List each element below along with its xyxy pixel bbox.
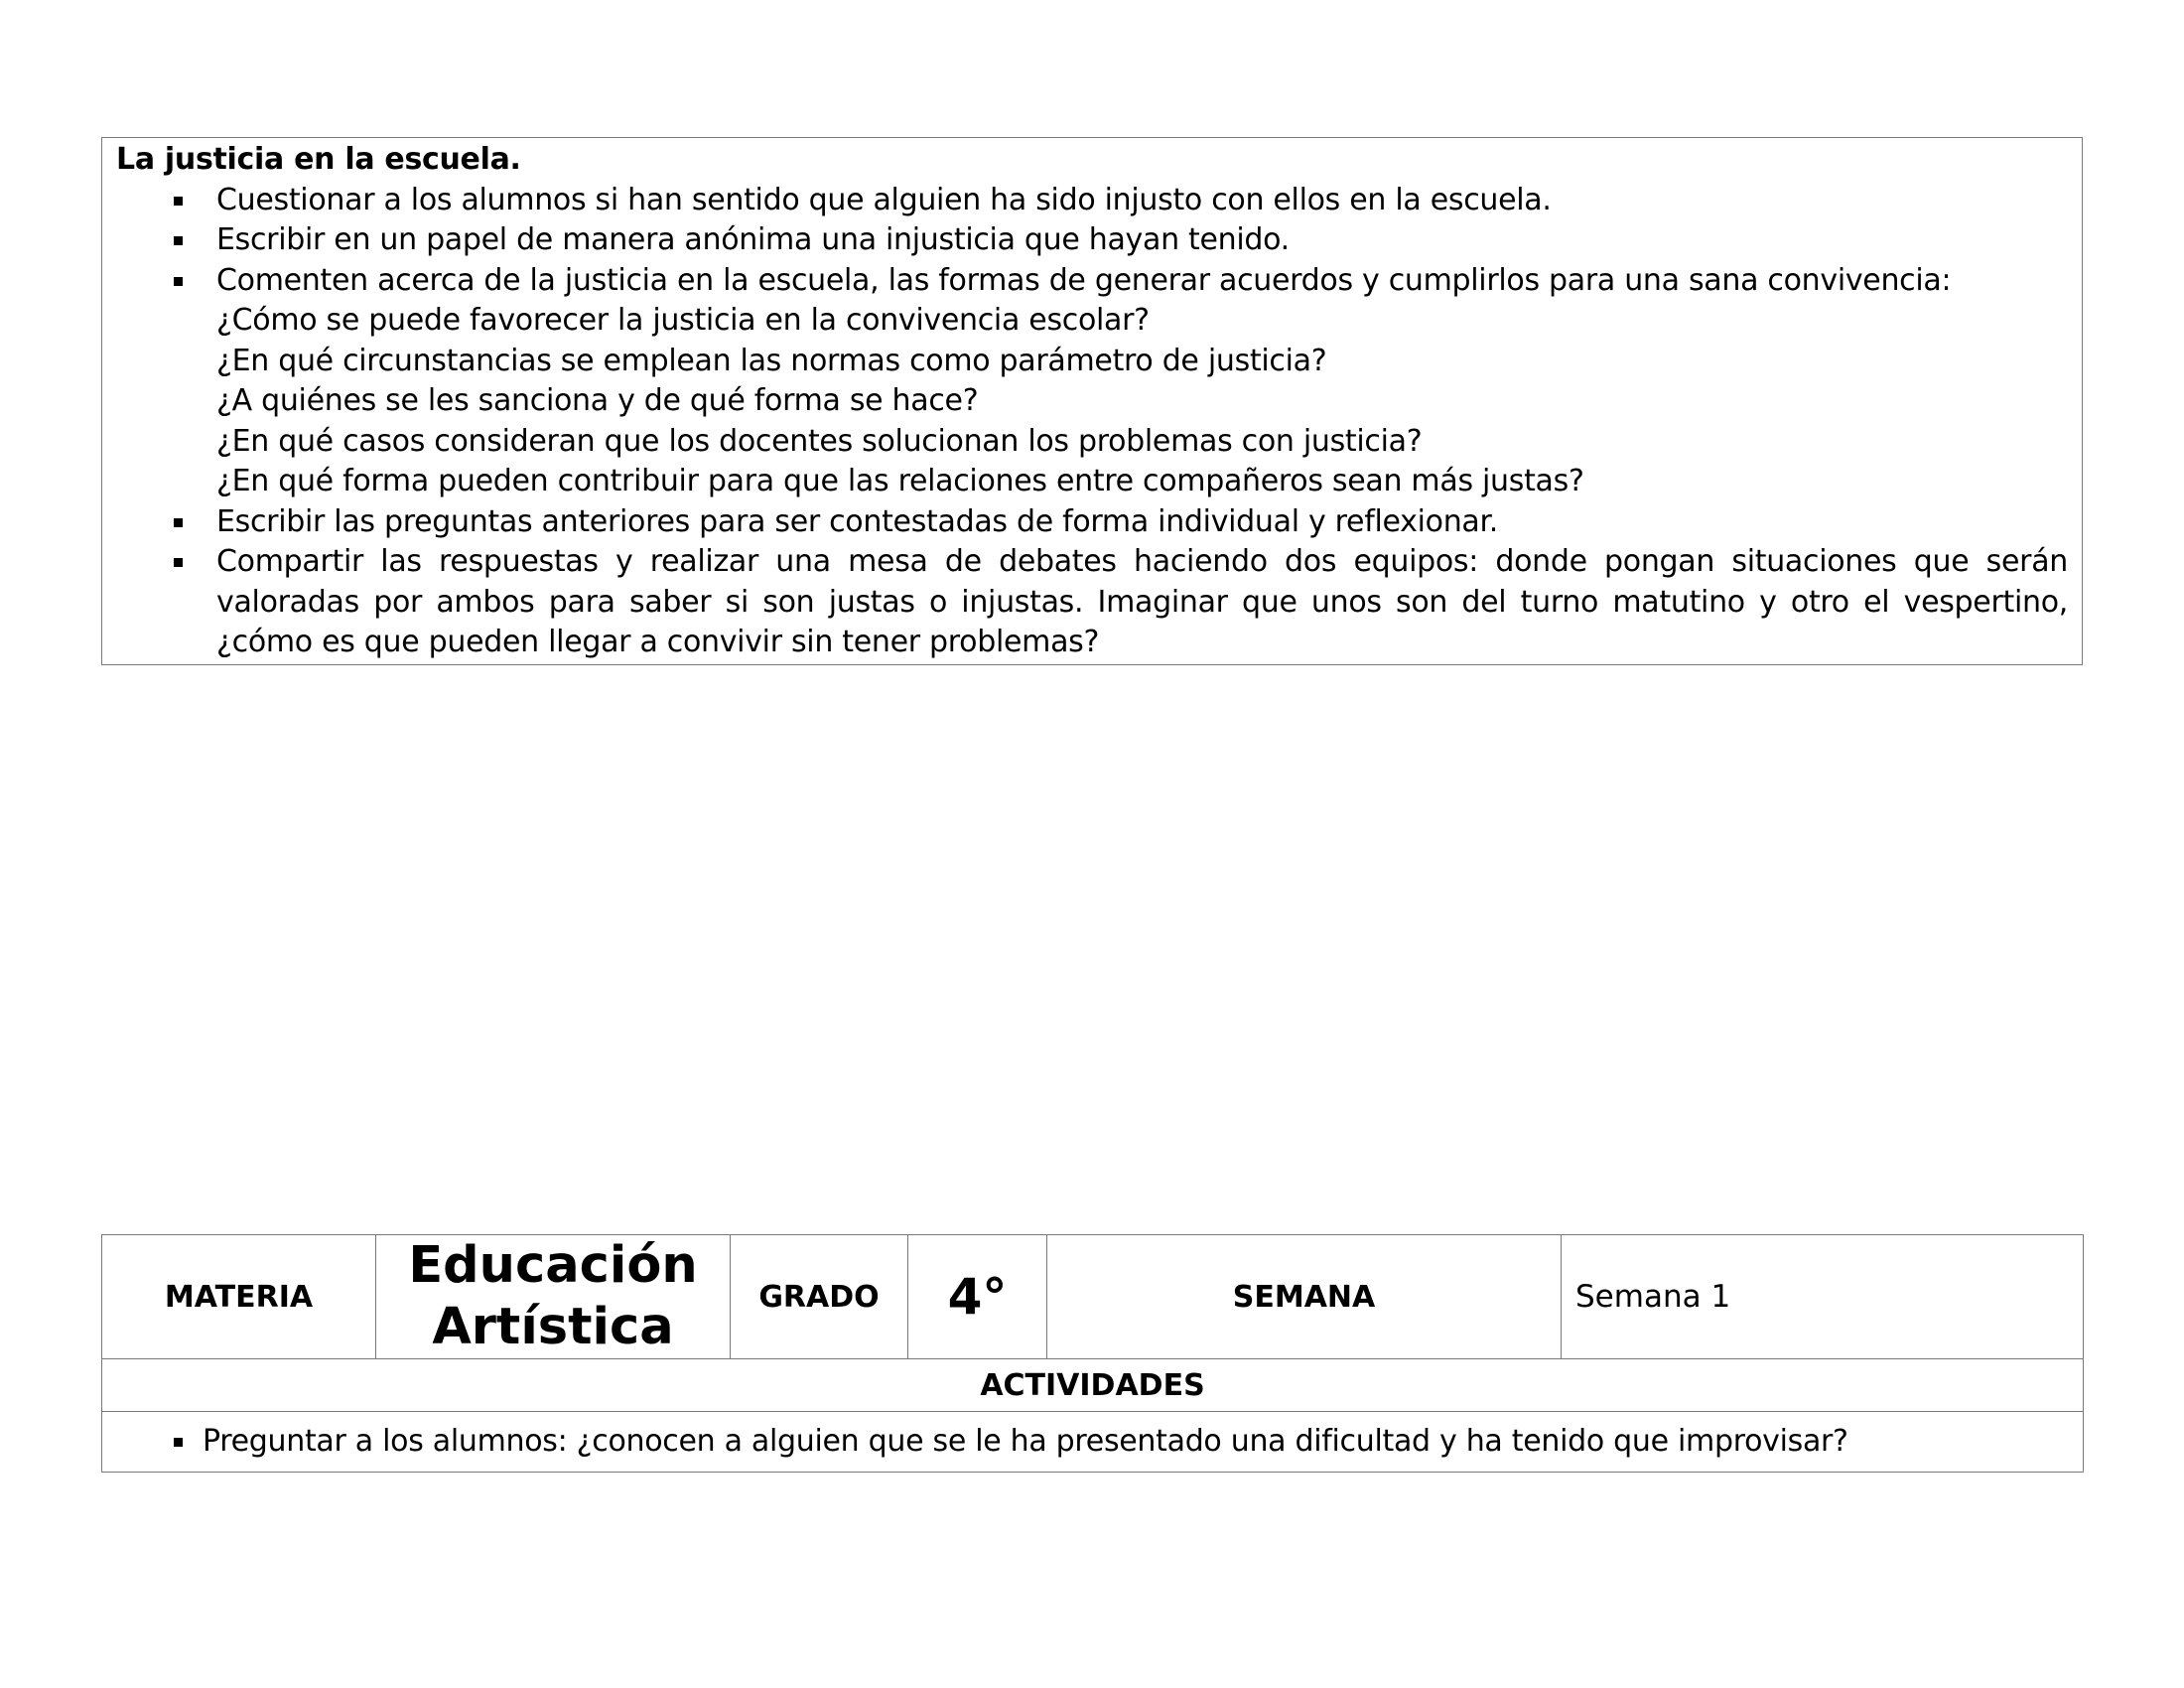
square-bullet-icon <box>174 1438 183 1447</box>
section-title: La justicia en la escuela. <box>116 142 521 177</box>
square-bullet-icon <box>174 197 183 206</box>
materia-value-line: Artística <box>432 1298 674 1356</box>
justice-activity-box <box>101 137 2083 665</box>
materia-value <box>376 1235 731 1359</box>
grado-label: GRADO <box>731 1235 908 1359</box>
square-bullet-icon <box>174 277 183 286</box>
list-item <box>116 502 2068 543</box>
list-item <box>116 181 2068 221</box>
subject-table <box>101 1234 2084 1473</box>
square-bullet-icon <box>174 558 183 567</box>
list-item <box>102 1422 2083 1462</box>
semana-label: SEMANA <box>1047 1235 1562 1359</box>
grado-value: 4° <box>908 1235 1047 1359</box>
question-line: ¿En qué casos consideran que los docentes solucionan los problemas con justicia? <box>216 423 1423 459</box>
actividades-row <box>102 1359 2084 1412</box>
question-line: ¿Cómo se puede favorecer la justicia en la convivencia escolar? <box>216 303 1150 338</box>
actividades-heading: ACTIVIDADES <box>102 1359 2084 1412</box>
question-line: ¿A quiénes se les sanciona y de qué forma se hace? <box>216 383 979 418</box>
list-item-text: Cuestionar a los alumnos si han sentido que alguien ha sido injusto con ellos en la escuela. <box>216 182 1552 217</box>
activity-list <box>116 181 2068 663</box>
question-line: ¿En qué circunstancias se emplean las normas como parámetro de justicia? <box>216 343 1327 378</box>
list-item <box>116 542 2068 663</box>
materia-label: MATERIA <box>102 1235 376 1359</box>
list-item-text: Comenten acerca de la justicia en la escuela, las formas de generar acuerdos y cumplirlos para una sana convivencia: <box>216 262 1952 298</box>
square-bullet-icon <box>174 236 183 245</box>
activity-list <box>102 1422 2083 1462</box>
question-line: ¿En qué forma pueden contribuir para que las relaciones entre compañeros sean más justas? <box>216 464 1584 498</box>
table-header-row <box>102 1235 2084 1359</box>
activity-items-row <box>102 1412 2084 1473</box>
list-item-text: Compartir las respuestas y realizar una mesa de debates haciendo dos equipos: donde pongan situaciones que serán valoradas por ambos para saber si son justas o injustas. Imaginar que unos son del turno matutino y otro el vespertino, ¿cómo es que pueden llegar a convivir sin tener problemas? <box>216 544 2068 659</box>
list-item-text: Escribir las preguntas anteriores para ser contestadas de forma individual y reflexionar. <box>216 503 1499 539</box>
list-item <box>116 220 2068 261</box>
materia-value-line: Educación <box>408 1236 698 1295</box>
list-item <box>116 261 2068 502</box>
list-item-text: Preguntar a los alumnos: ¿conocen a alguien que se le ha presentado una dificultad y ha tenido que improvisar? <box>203 1424 1848 1459</box>
list-item-text: Escribir en un papel de manera anónima una injusticia que hayan tenido. <box>216 222 1290 257</box>
activity-items-cell <box>102 1412 2084 1473</box>
square-bullet-icon <box>174 518 183 527</box>
semana-value: Semana 1 <box>1562 1235 2084 1359</box>
